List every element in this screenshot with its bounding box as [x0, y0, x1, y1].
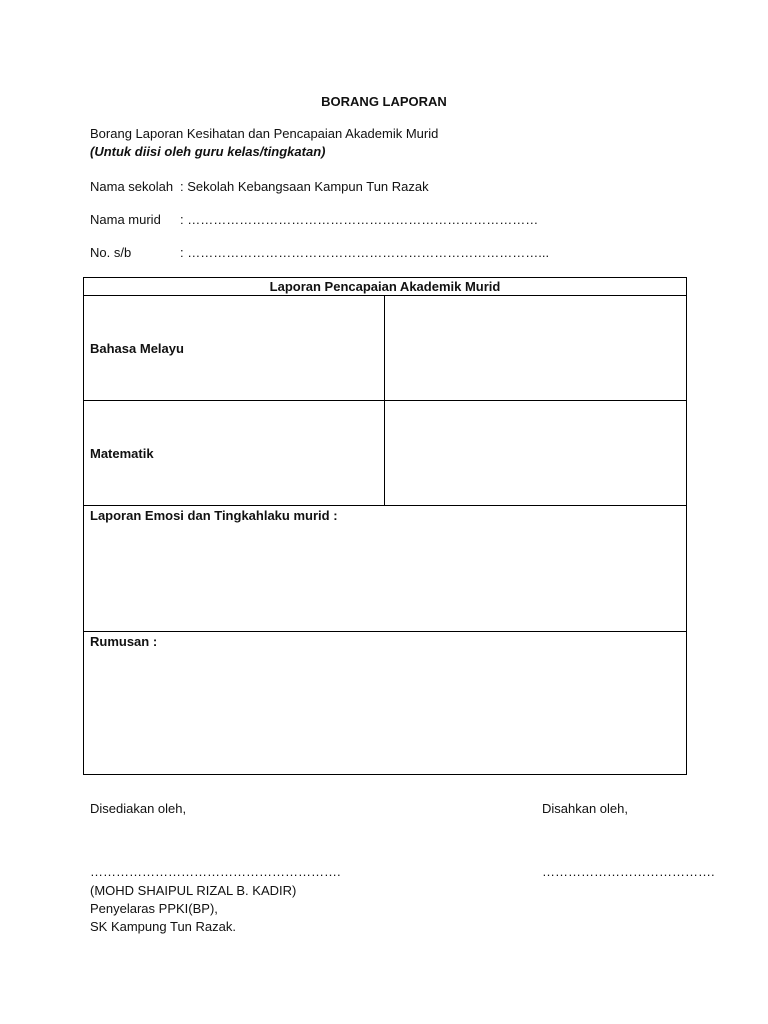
student-name-label: Nama murid	[90, 212, 161, 227]
document-title: BORANG LAPORAN	[321, 94, 447, 109]
subject-notes-cell[interactable]	[385, 401, 687, 506]
student-name-field[interactable]: : ………………………………………………………………………	[180, 212, 539, 227]
preparer-school: SK Kampung Tun Razak.	[90, 919, 236, 934]
preparer-name: (MOHD SHAIPUL RIZAL B. KADIR)	[90, 883, 297, 898]
emotion-behaviour-label: Laporan Emosi dan Tingkahlaku murid :	[90, 508, 338, 523]
school-name-value: : Sekolah Kebangsaan Kampun Tun Razak	[180, 179, 429, 194]
summary-section[interactable]	[84, 632, 687, 775]
birth-cert-field[interactable]: : ………………………………………………………………………...	[180, 245, 550, 260]
subject-name: Matematik	[84, 401, 385, 506]
academic-report-table	[83, 277, 687, 775]
prepared-by-label: Disediakan oleh,	[90, 801, 187, 816]
approved-by-label: Disahkan oleh,	[542, 801, 628, 816]
subject-notes-cell[interactable]	[385, 296, 687, 401]
preparer-position: Penyelaras PPKI(BP),	[90, 901, 218, 916]
emotion-behaviour-section[interactable]	[84, 506, 687, 632]
form-instruction: (Untuk diisi oleh guru kelas/tingkatan)	[90, 144, 326, 159]
form-description: Borang Laporan Kesihatan dan Pencapaian Akademik Murid	[90, 126, 439, 141]
summary-label: Rumusan :	[90, 634, 158, 649]
subject-row	[84, 296, 687, 401]
table-header: Laporan Pencapaian Akademik Murid	[84, 278, 687, 296]
prepared-signature-line: ………………………………………………….	[90, 864, 341, 879]
birth-cert-label: No. s/b	[90, 245, 132, 260]
subject-row	[84, 401, 687, 506]
school-name-label: Nama sekolah	[90, 179, 174, 194]
approved-signature-line: ………………………………….	[542, 864, 715, 879]
subject-name: Bahasa Melayu	[84, 296, 385, 401]
